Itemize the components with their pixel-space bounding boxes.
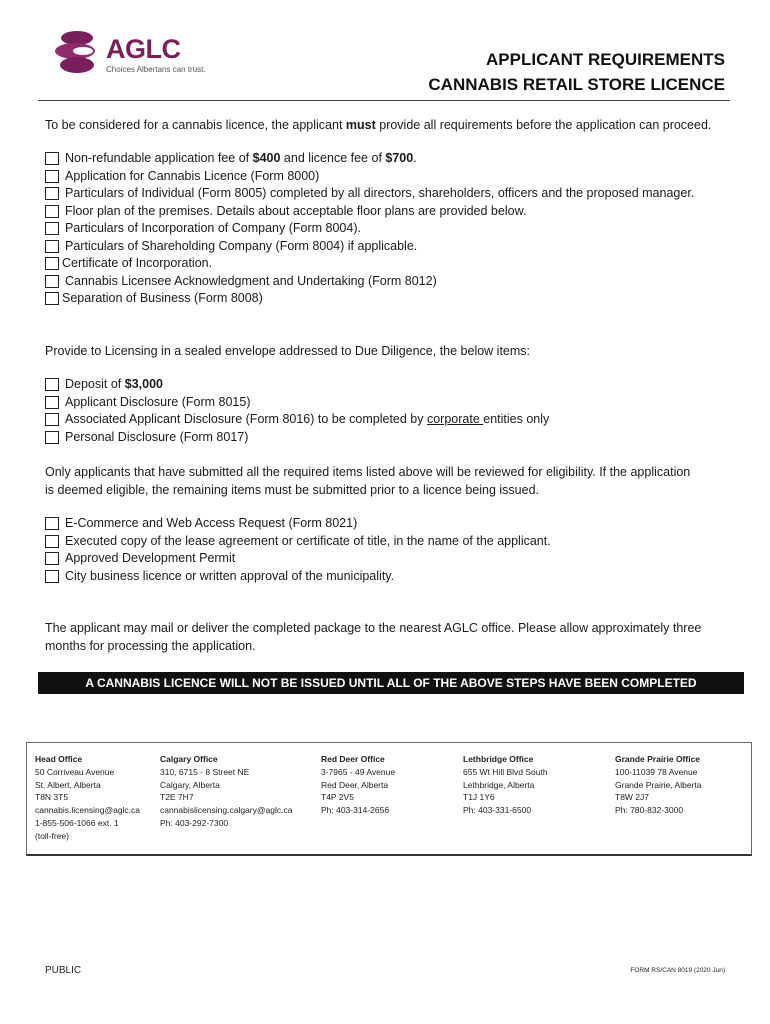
list-item-label: Associated Applicant Disclosure (Form 8016) to be completed by corporate entities only <box>65 412 550 426</box>
list-item-label: Separation of Business (Form 8008) <box>62 291 263 305</box>
office-phone: Ph: 403-292-7300 <box>160 817 229 828</box>
office-city: Calgary, Alberta <box>160 779 220 790</box>
list-item <box>45 220 735 238</box>
list-item-label: Certificate of Incorporation. <box>62 256 213 270</box>
intro-text-b: provide all requirements before the application can proceed. <box>375 118 712 132</box>
office-title: Head Office <box>35 754 83 764</box>
office-email[interactable]: cannabislicensing.calgary@aglc.ca <box>160 805 293 816</box>
mail-line-1: The applicant may mail or deliver the completed package to the nearest AGLC office. Please allow approximately three <box>45 621 702 635</box>
list-item-label: Particulars of Incorporation of Company (Form 8004). <box>65 221 361 235</box>
list-item-label: Executed copy of the lease agreement or certificate of title, in the name of the applicant. <box>65 533 551 548</box>
list-item-label: Applicant Disclosure (Form 8015) <box>65 394 251 409</box>
eligibility-paragraph <box>45 464 735 499</box>
list-item <box>45 550 735 568</box>
office-lethbridge <box>463 753 548 817</box>
office-phone: Ph: 780-832-3000 <box>615 805 684 816</box>
list-item <box>45 185 735 203</box>
office-grande-prairie <box>615 753 701 817</box>
checkbox[interactable] <box>45 275 59 288</box>
list-item-label: Application for Cannabis Licence (Form 8000) <box>65 168 320 183</box>
office-contacts <box>26 742 752 856</box>
checkbox[interactable] <box>45 170 59 183</box>
list-item-label: Personal Disclosure (Form 8017) <box>65 429 249 444</box>
list-item <box>45 150 735 168</box>
office-phone: 1-855-506-1066 ext. 1 <box>35 817 119 828</box>
office-city: Red Deer, Alberta <box>321 779 389 790</box>
aglc-logo <box>55 28 215 80</box>
intro-text-must: must <box>345 118 376 132</box>
office-city: St. Albert, Alberta <box>35 779 101 790</box>
checkbox[interactable] <box>45 396 59 409</box>
office-postal: T8W 2J7 <box>615 792 650 803</box>
list-item-label: Deposit of $3,000 <box>65 377 163 391</box>
requirements-list <box>45 150 735 308</box>
logo-tagline: Choices Albertans can trust. <box>106 65 206 74</box>
office-title: Red Deer Office <box>321 754 385 764</box>
list-item-label: Approved Development Permit <box>65 551 236 565</box>
list-item-label: Cannabis Licensee Acknowledgment and Undertaking (Form 8012) <box>65 273 437 288</box>
office-address: 100-11039 78 Avenue <box>615 766 698 777</box>
logo-wordmark: AGLC <box>106 34 181 64</box>
checkbox[interactable] <box>45 570 59 583</box>
office-email[interactable]: cannabis.licensing@aglc.ca <box>35 805 141 816</box>
checkbox[interactable] <box>45 205 59 218</box>
list-item <box>45 290 735 308</box>
office-postal: T1J 1Y6 <box>463 792 495 803</box>
checkbox[interactable] <box>45 292 59 305</box>
eligibility-line-1: Only applicants that have submitted all the required items listed above will be reviewed for eligibility. If the application <box>45 465 691 479</box>
list-item <box>45 533 735 551</box>
list-item <box>45 168 735 186</box>
office-postal: T4P 2V5 <box>321 792 354 803</box>
aglc-swirl-icon <box>55 28 103 76</box>
office-city: Lethbridge, Alberta <box>463 779 535 790</box>
office-city: Grande Prairie, Alberta <box>615 779 702 790</box>
office-address: 50 Corriveau Avenue <box>35 766 115 777</box>
checkbox[interactable] <box>45 152 59 165</box>
header-divider <box>38 100 730 101</box>
office-head <box>35 753 140 843</box>
list-item <box>45 429 735 447</box>
checkbox[interactable] <box>45 517 59 530</box>
mail-line-2: months for processing the application. <box>45 638 256 653</box>
list-item <box>45 273 735 291</box>
list-item <box>45 568 735 586</box>
due-diligence-intro: Provide to Licensing in a sealed envelope addressed to Due Diligence, the below items: <box>45 344 531 358</box>
list-item-label: Particulars of Shareholding Company (Form 8004) if applicable. <box>65 238 418 253</box>
list-item <box>45 238 735 256</box>
mail-paragraph <box>45 620 735 655</box>
office-title: Grande Prairie Office <box>615 754 701 764</box>
list-item-label: Particulars of Individual (Form 8005) completed by all directors, shareholders, officers and the proposed manager. <box>65 186 695 200</box>
checkbox[interactable] <box>45 222 59 235</box>
office-phone-note: (toll-free) <box>35 830 70 841</box>
checkbox[interactable] <box>45 431 59 444</box>
checkbox[interactable] <box>45 240 59 253</box>
office-calgary <box>160 753 292 830</box>
list-item <box>45 255 735 273</box>
checkbox[interactable] <box>45 413 59 426</box>
list-item <box>45 394 735 412</box>
document-title: APPLICANT REQUIREMENTS <box>486 50 725 69</box>
office-phone: Ph: 403-314-2656 <box>321 805 390 816</box>
form-id-label: FORM RS/CAN 8019 (2020 Jun) <box>630 967 725 974</box>
office-postal: T8N 3T5 <box>35 792 69 803</box>
warning-banner: A CANNABIS LICENCE WILL NOT BE ISSUED UNTIL ALL OF THE ABOVE STEPS HAVE BEEN COMPLETED <box>38 672 744 694</box>
office-address: 310, 6715 - 8 Street NE <box>160 766 250 777</box>
office-address: 3-7965 - 49 Avenue <box>321 766 396 777</box>
document-subtitle: CANNABIS RETAIL STORE LICENCE <box>428 75 725 94</box>
list-item-label: City business licence or written approval of the municipality. <box>65 568 395 583</box>
intro-paragraph <box>45 117 735 135</box>
office-red-deer <box>321 753 395 817</box>
office-phone: Ph: 403-331-6500 <box>463 805 532 816</box>
checkbox[interactable] <box>45 552 59 565</box>
checkbox[interactable] <box>45 535 59 548</box>
due-diligence-list <box>45 376 735 446</box>
office-title: Calgary Office <box>160 754 218 764</box>
office-address: 655 Wt Hill Blvd South <box>463 766 548 777</box>
eligibility-line-2: is deemed eligible, the remaining items must be submitted prior to a licence being issued. <box>45 482 540 497</box>
checkbox[interactable] <box>45 378 59 391</box>
intro-text-a: To be considered for a cannabis licence, the applicant <box>45 118 346 132</box>
list-item-label: Non-refundable application fee of $400 and licence fee of $700. <box>65 151 417 165</box>
list-item <box>45 203 735 221</box>
list-item <box>45 515 735 533</box>
office-postal: T2E 7H7 <box>160 792 194 803</box>
pre-issuance-list <box>45 515 735 585</box>
office-title: Lethbridge Office <box>463 754 534 764</box>
list-item-label: E-Commerce and Web Access Request (Form 8021) <box>65 516 358 530</box>
list-item-label: Floor plan of the premises. Details about acceptable floor plans are provided below. <box>65 203 527 218</box>
list-item <box>45 411 735 429</box>
checkbox[interactable] <box>45 257 59 270</box>
list-item <box>45 376 735 394</box>
classification-label: PUBLIC <box>45 965 82 976</box>
checkbox[interactable] <box>45 187 59 200</box>
